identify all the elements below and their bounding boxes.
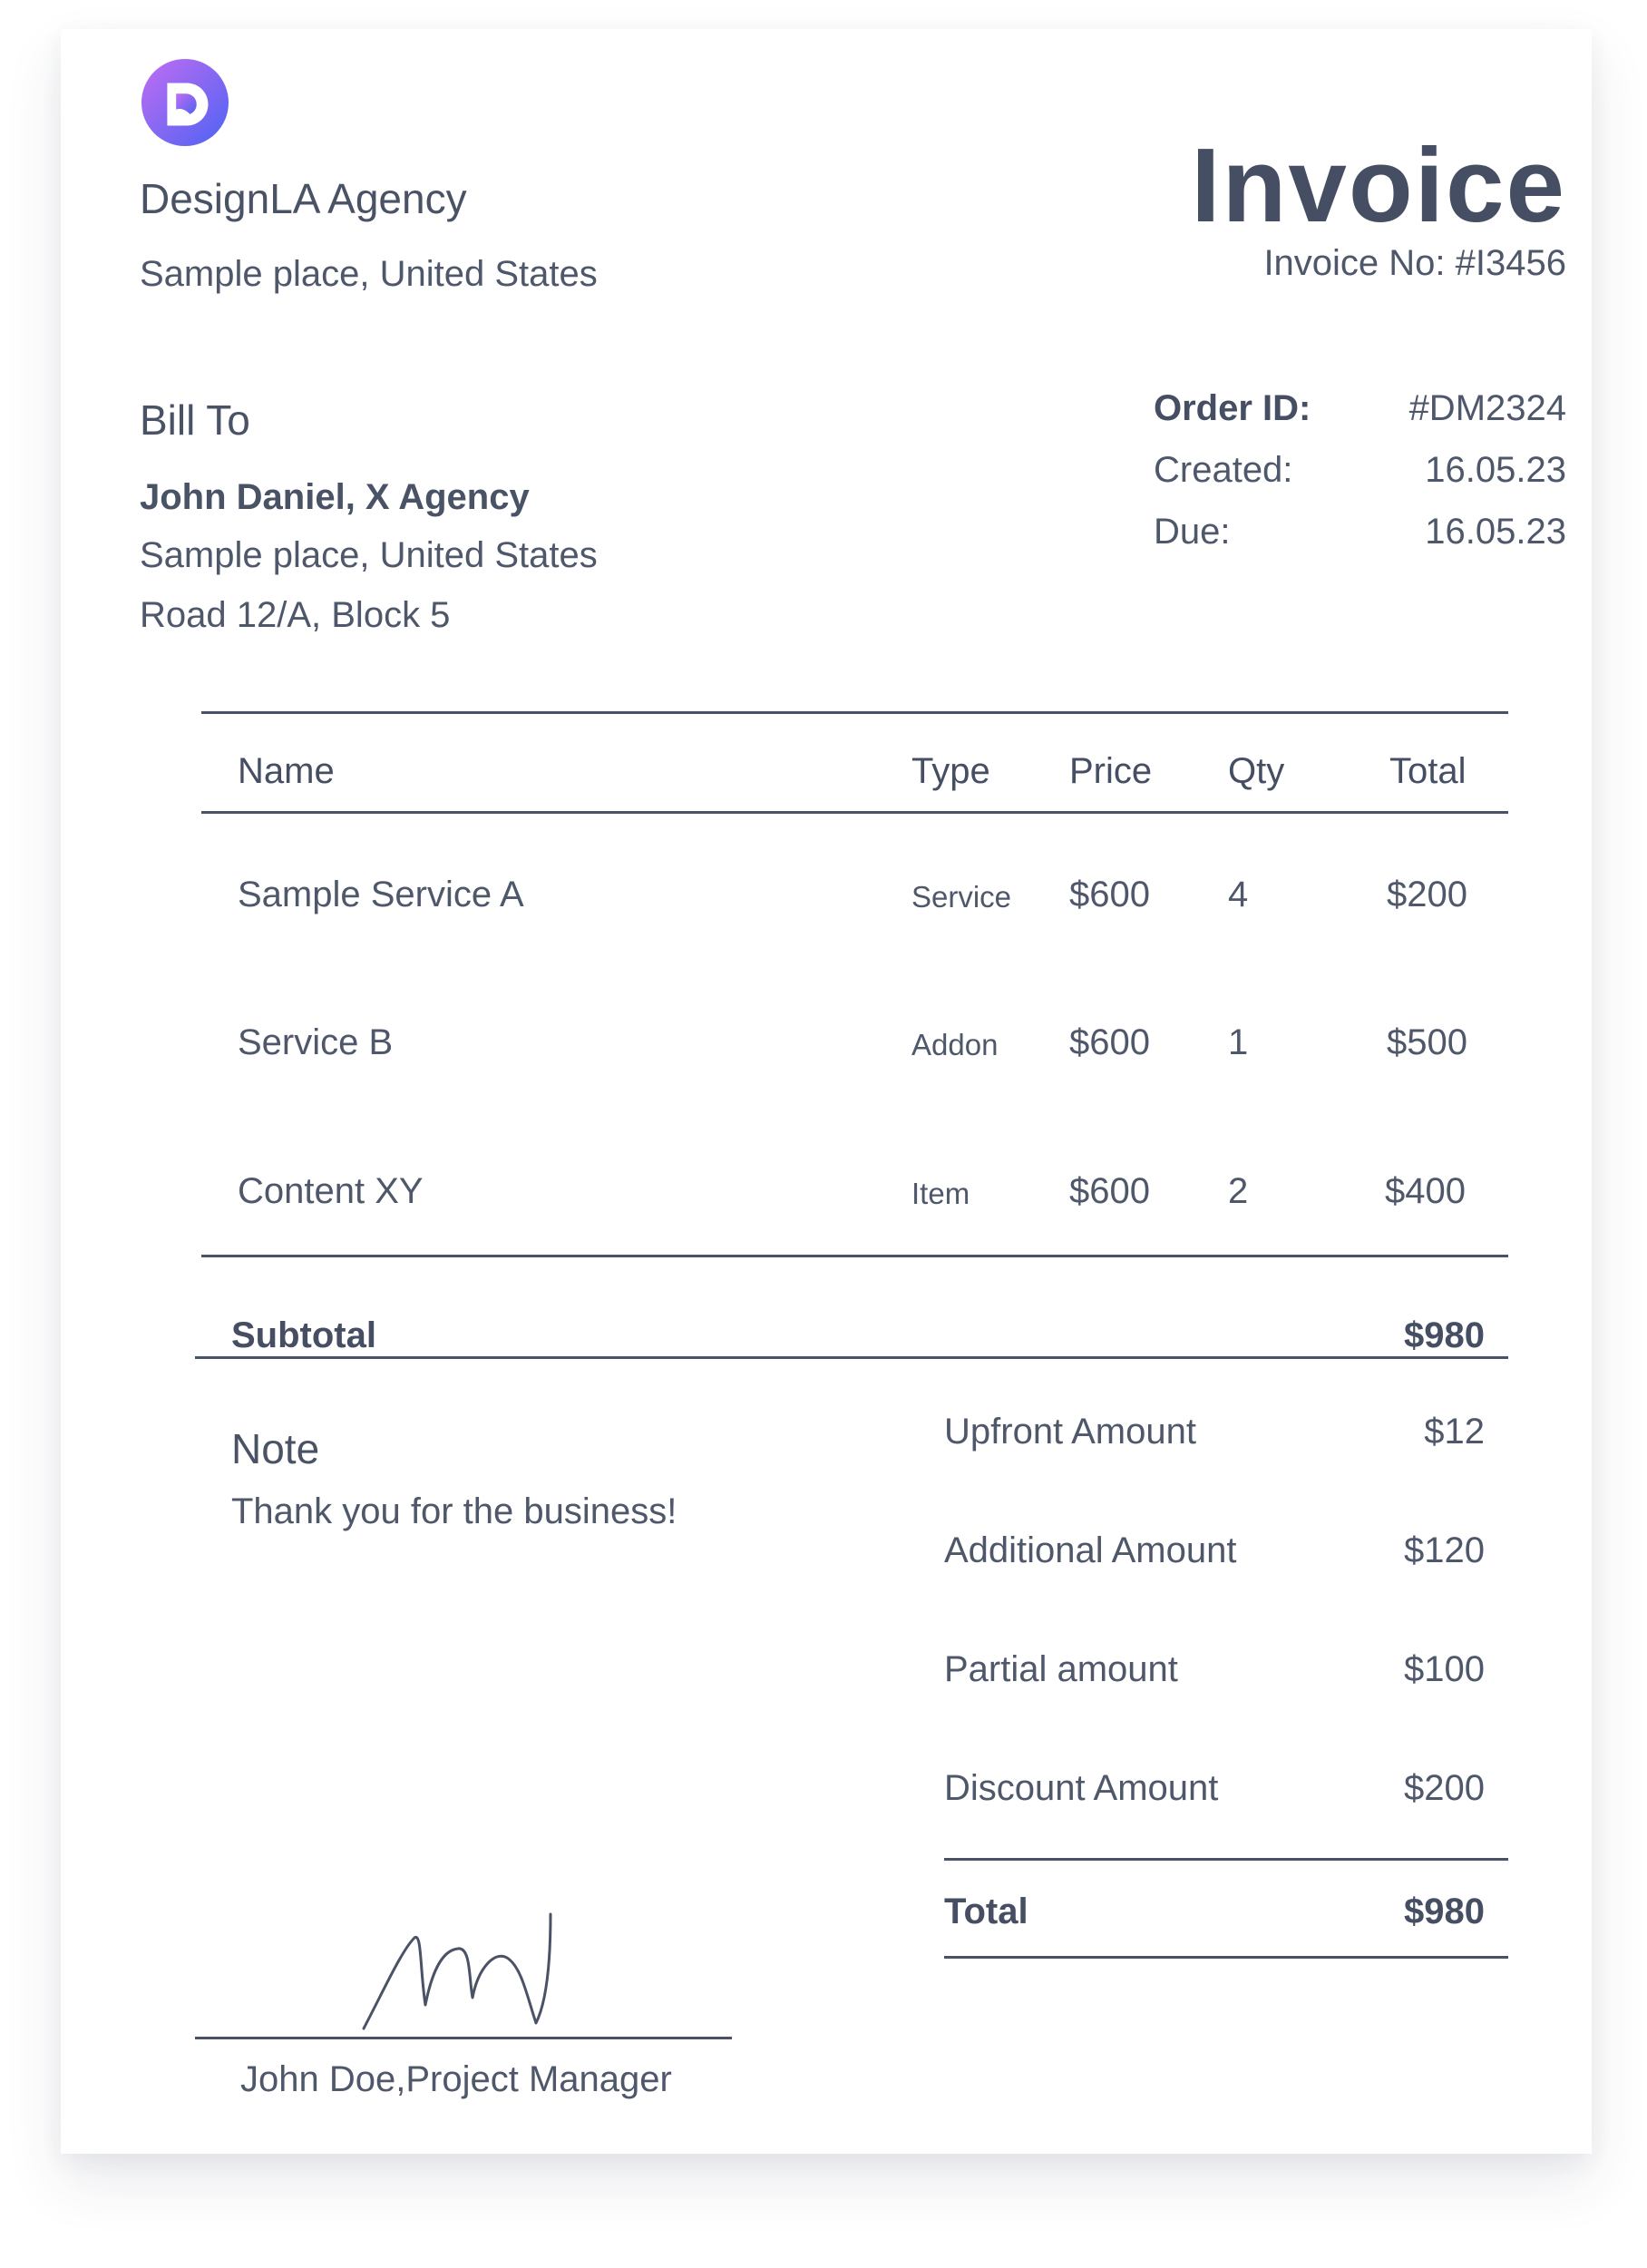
table-row-3-qty: 2	[1228, 1171, 1249, 1211]
column-header-qty: Qty	[1228, 751, 1285, 791]
table-bottom-rule	[201, 1255, 1508, 1257]
column-header-price: Price	[1069, 751, 1153, 791]
note-heading: Note	[231, 1425, 320, 1472]
summary-partial-label: Partial amount	[944, 1649, 1178, 1689]
table-row-2-price: $600	[1069, 1022, 1150, 1062]
bill-to-name: John Daniel, X Agency	[140, 477, 530, 517]
summary-discount-value: $200	[1404, 1768, 1485, 1808]
table-row-3-name: Content XY	[238, 1171, 424, 1211]
signer-name: John Doe,Project Manager	[240, 2059, 672, 2099]
table-row-3-price: $600	[1069, 1171, 1150, 1211]
summary-upfront-label: Upfront Amount	[944, 1412, 1196, 1452]
created-label: Created:	[1154, 450, 1293, 490]
summary-discount-label: Discount Amount	[944, 1768, 1219, 1808]
summary-total-bottom-rule	[944, 1956, 1508, 1959]
invoice-sheet	[61, 29, 1592, 2154]
table-row-2-type: Addon	[911, 1028, 999, 1061]
created-value: 16.05.23	[1425, 450, 1566, 490]
summary-total-value: $980	[1404, 1892, 1485, 1931]
signature-icon	[358, 1914, 621, 2032]
table-row-1-name: Sample Service A	[238, 875, 524, 914]
company-logo-icon	[141, 58, 229, 147]
table-row-1-price: $600	[1069, 875, 1150, 914]
order-id-value: #DM2324	[1408, 388, 1566, 428]
table-row-2-name: Service B	[238, 1022, 394, 1062]
invoice-number: Invoice No: #I3456	[1263, 243, 1566, 283]
company-address: Sample place, United States	[140, 254, 598, 294]
table-header-rule	[201, 811, 1508, 814]
bill-to-heading: Bill To	[140, 396, 250, 444]
column-header-type: Type	[911, 751, 990, 791]
table-row-1-qty: 4	[1228, 875, 1249, 914]
table-row-2-qty: 1	[1228, 1022, 1249, 1062]
bill-to-address-line2: Road 12/A, Block 5	[140, 595, 451, 635]
subtotal-label: Subtotal	[231, 1315, 376, 1355]
due-label: Due:	[1154, 512, 1231, 552]
note-text: Thank you for the business!	[231, 1491, 677, 1531]
summary-partial-value: $100	[1404, 1649, 1485, 1689]
invoice-title: Invoice	[1191, 126, 1566, 244]
table-row-1-total: $200	[1387, 875, 1467, 914]
column-header-name: Name	[238, 751, 335, 791]
column-header-total: Total	[1389, 751, 1467, 791]
summary-additional-value: $120	[1404, 1530, 1485, 1570]
order-id-label: Order ID:	[1154, 388, 1311, 428]
summary-additional-label: Additional Amount	[944, 1530, 1237, 1570]
company-name: DesignLA Agency	[140, 175, 467, 222]
table-row-1-type: Service	[911, 880, 1012, 914]
summary-total-top-rule	[944, 1858, 1508, 1861]
table-row-2-total: $500	[1387, 1022, 1467, 1062]
bill-to-address-line1: Sample place, United States	[140, 535, 598, 575]
table-top-rule	[201, 711, 1508, 714]
due-value: 16.05.23	[1425, 512, 1566, 552]
subtotal-value: $980	[1404, 1315, 1485, 1355]
summary-upfront-value: $12	[1424, 1412, 1485, 1452]
subtotal-rule	[195, 1356, 1508, 1359]
table-row-3-total: $400	[1385, 1171, 1466, 1211]
summary-total-label: Total	[944, 1892, 1028, 1931]
table-row-3-type: Item	[911, 1177, 970, 1210]
signature-line	[195, 2037, 732, 2039]
